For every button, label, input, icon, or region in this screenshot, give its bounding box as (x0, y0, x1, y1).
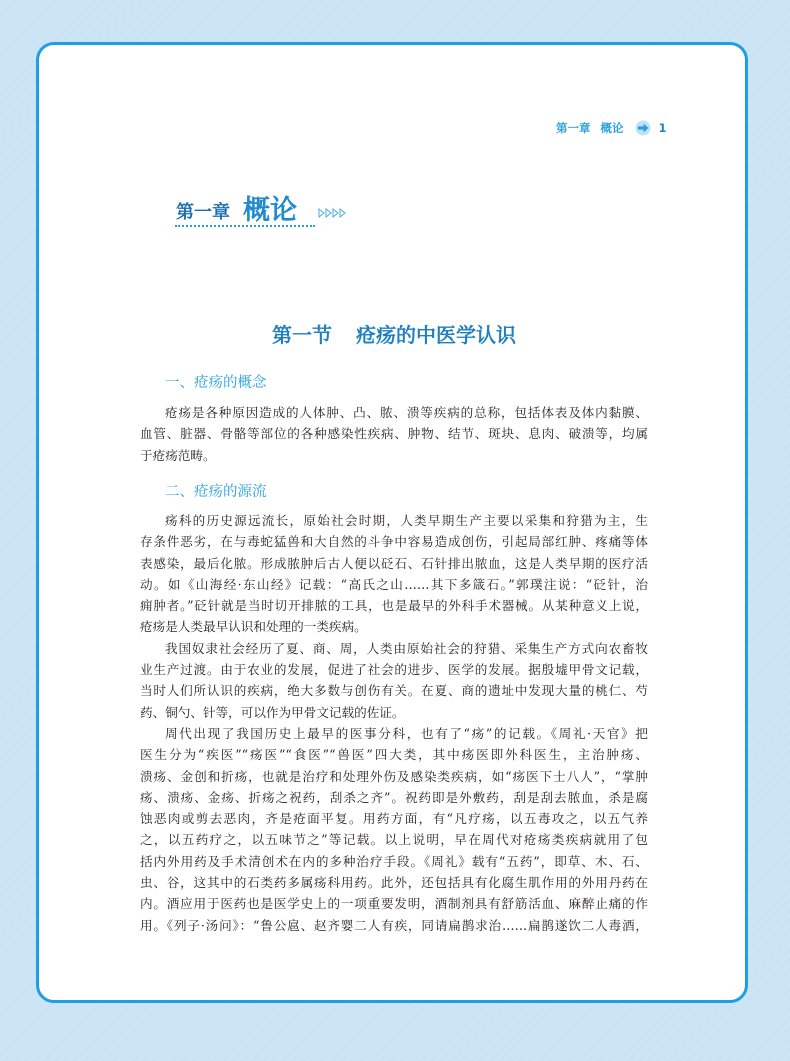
paragraph (140, 402, 648, 466)
text-line: 疮疡是各种原因造成的人体肿、凸、脓、溃等疾病的总称，包括体表及体内黏膜、 (165, 405, 648, 420)
text-line: 存条件恶劣，在与毒蛇猛兽和大自然的斗争中容易造成创伤，引起局部红肿、疼痛等体 (140, 534, 648, 550)
text-line: 溃疡、金创和折疡，也就是治疗和处理外伤及感染类疾病，如“疡医下士八人”，“掌肿 (140, 768, 648, 784)
chevrons-right-icon (318, 208, 348, 218)
section-label: 第一节 (272, 323, 332, 347)
chapter-label: 第一章 (176, 202, 230, 223)
subsection-heading: 一、疮疡的概念 (165, 375, 267, 391)
text-line: 疡、溃疡、金疡、折疡之祝药，刮杀之齐”。祝药即是外敷药，刮是刮去脓血，杀是腐 (140, 789, 648, 805)
chapter-title: 概论 (243, 195, 297, 226)
text-line: 疮疡是人类最早认识和处理的一类疾病。 (140, 619, 367, 635)
text-line: 疡科的历史源远流长，原始社会时期，人类早期生产主要以采集和狩猎为主，生 (165, 513, 648, 528)
section-heading (140, 323, 648, 347)
subsection-heading: 二、疮疡的源流 (165, 484, 267, 500)
arrow-right-circle-icon (635, 120, 651, 136)
text-line: 之，以五药疗之，以五味节之”等记载。以上说明，早在周代对疮疡类疾病就用了包 (140, 832, 648, 848)
text-line: 动。如《山海经·东山经》记载：“高氏之山……其下多箴石。”郭璞注说：“砭针，治 (140, 576, 648, 592)
text-line: 用。《列子·汤问》：“鲁公扈、赵齐婴二人有疾，同请扁鹊求治……扁鹊遂饮二人毒酒， (140, 917, 648, 933)
paragraph (140, 723, 648, 936)
text-line: 括内外用药及手术清创术在内的多种治疗手段。《周礼》载有“五药”，即草、木、石、 (140, 853, 648, 869)
subsection-body (140, 510, 648, 936)
subsection-body (140, 402, 648, 466)
text-line: 表感染，最后化脓。形成脓肿后古人便以砭石、石针排出脓血，这是人类早期的医疗活 (140, 555, 648, 571)
text-line: 于疮疡范畴。 (140, 447, 216, 463)
text-line: 内。酒应用于医药也是医学史上的一项重要发明，酒制剂具有舒筋活血、麻醉止痛的作 (140, 896, 648, 912)
text-line: 当时人们所认识的疾病，绝大多数与创伤有关。在夏、商的遗址中发现大量的桃仁、芍 (140, 683, 648, 699)
text-line: 痈肿者。”砭针就是当时切开排脓的工具，也是最早的外科手术器械。从某种意义上说， (140, 598, 648, 614)
running-header-chapter: 第一章 (556, 121, 591, 135)
chapter-dotted-underline (175, 225, 315, 227)
running-header-title: 概论 (600, 121, 624, 135)
section-title: 疮疡的中医学认识 (356, 323, 516, 347)
text-line: 业生产过渡。由于农业的发展，促进了社会的进步、医学的发展。据殷墟甲骨文记载， (140, 662, 648, 678)
text-line: 药、铜勺、针等，可以作为甲骨文记载的佐证。 (140, 704, 405, 720)
text-line: 我国奴隶社会经历了夏、商、周，人类由原始社会的狩猎、采集生产方式向农畜牧 (165, 640, 648, 656)
text-line: 医生分为“疾医”“疡医”“食医”“兽医”四大类，其中疡医即外科医生，主治肿疡、 (140, 747, 648, 763)
text-line: 血管、脏器、骨骼等部位的各种感染性疾病、肿物、结节、斑块、息肉、破溃等，均属 (140, 426, 648, 442)
paragraph (140, 638, 648, 723)
book-page-card (36, 42, 748, 1003)
running-header (556, 120, 667, 136)
text-line: 虫、谷，这其中的石类药多属疡科用药。此外，还包括具有化腐生肌作用的外用丹药在 (140, 875, 648, 891)
paragraph (140, 510, 648, 638)
page-number: 1 (658, 121, 667, 135)
text-line: 周代出现了我国历史上最早的医事分科，也有了“疡”的记载。《周礼·天官》把 (165, 725, 648, 741)
text-line: 蚀恶肉或剪去恶肉，齐是疮面平复。用药方面，有“凡疗疡，以五毒攻之，以五气养 (140, 811, 648, 827)
